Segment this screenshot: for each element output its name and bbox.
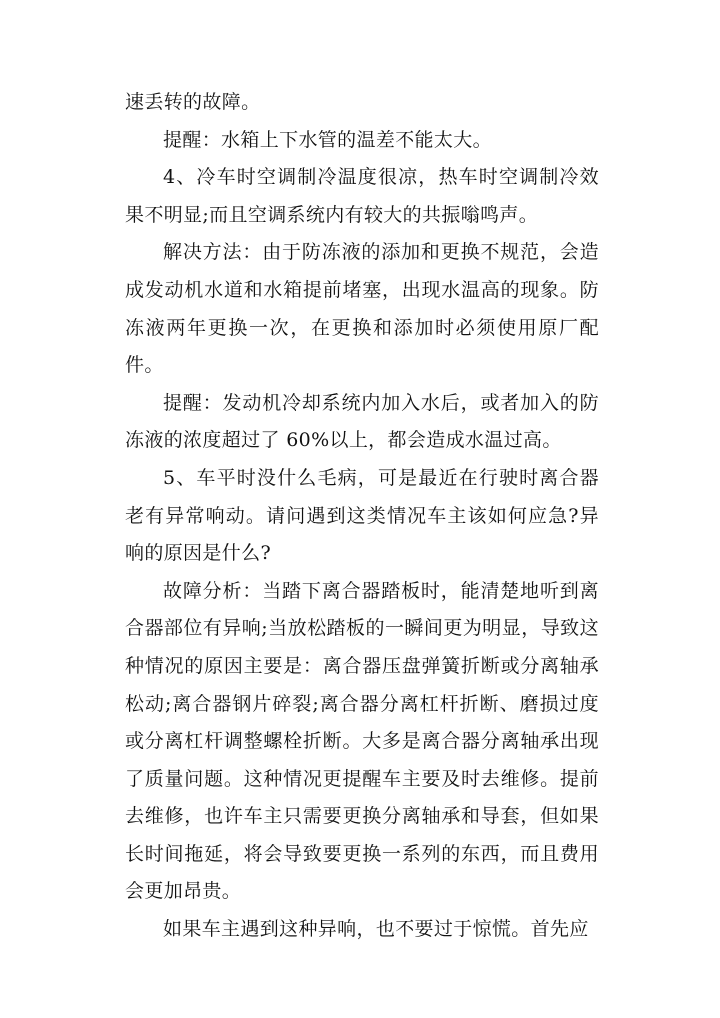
paragraph-3: 4、冷车时空调制冷温度很凉，热车时空调制冷效果不明显;而且空调系统内有较大的共振嗡鸣声。 <box>125 166 599 226</box>
paragraph-2: 提醒：水箱上下水管的温差不能太大。 <box>163 128 492 151</box>
paragraph-1: 速丢转的故障。 <box>125 91 261 113</box>
paragraph-8: 如果车主遇到这种异响，也不要过于惊慌。首先应 <box>163 918 589 941</box>
document-body <box>125 84 599 949</box>
paragraph-4: 解决方法：由于防冻液的添加和更换不规范，会造成发动机水道和水箱提前堵塞，出现水温高的现象。防冻液两年更换一次，在更换和添加时必须使用原厂配件。 <box>125 241 599 377</box>
paragraph-6: 5、车平时没什么毛病，可是最近在行驶时离合器老有异常响动。请问遇到这类情况车主该如何应急?异响的原因是什么? <box>125 466 599 565</box>
paragraph-7: 故障分析：当踏下离合器踏板时，能清楚地听到离合器部位有异响;当放松踏板的一瞬间更为明显，导致这种情况的原因主要是：离合器压盘弹簧折断或分离轴承松动;离合器钢片碎裂;离合器分离杠杆折断、磨损过度或分离杠杆调整螺栓折断。大多是离合器分离轴承出现了质量问题。这种情况更提醒车主要及时去维修。提前去维修，也许车主只需要更换分离轴承和导套，但如果长时间拖延，将会导致要更换一系列的东西，而且费用会更加昂贵。 <box>125 579 599 903</box>
paragraph-5: 提醒：发动机冷却系统内加入水后，或者加入的防冻液的浓度超过了 60%以上，都会造成水温过高。 <box>125 391 599 452</box>
